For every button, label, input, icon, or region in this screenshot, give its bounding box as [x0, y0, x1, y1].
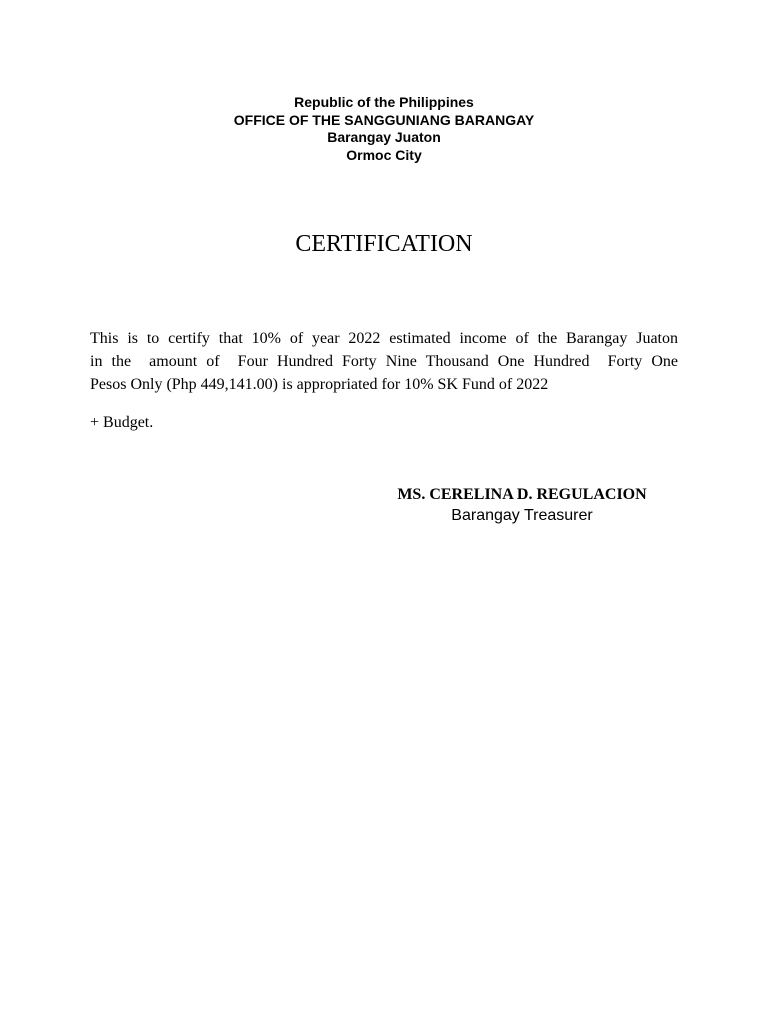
- letterhead-city: Ormoc City: [346, 146, 422, 163]
- letterhead: [0, 94, 768, 164]
- letterhead-office: OFFICE OF THE SANGGUNIANG BARANGAY: [233, 111, 535, 128]
- signatory-block: [382, 485, 662, 527]
- document-title: CERTIFICATION: [295, 231, 473, 257]
- budget-line: + Budget.: [90, 414, 154, 431]
- signatory-name: MS. CERELINA D. REGULACION: [397, 486, 647, 503]
- body-line-1: This is to certify that 10% of year 2022 estimated income of the Barangay Juaton: [90, 330, 678, 347]
- body-line-2: in the amount of Four Hundred Forty Nine Thousand One Hundred Forty One: [90, 353, 678, 370]
- body-line-3: Pesos Only (Php 449,141.00) is appropriated for 10% SK Fund of 2022: [90, 376, 549, 393]
- signatory-position: Barangay Treasurer: [451, 507, 593, 524]
- certification-body: [90, 327, 678, 396]
- letterhead-republic: Republic of the Philippines: [294, 94, 474, 110]
- letterhead-barangay: Barangay Juaton: [327, 129, 441, 145]
